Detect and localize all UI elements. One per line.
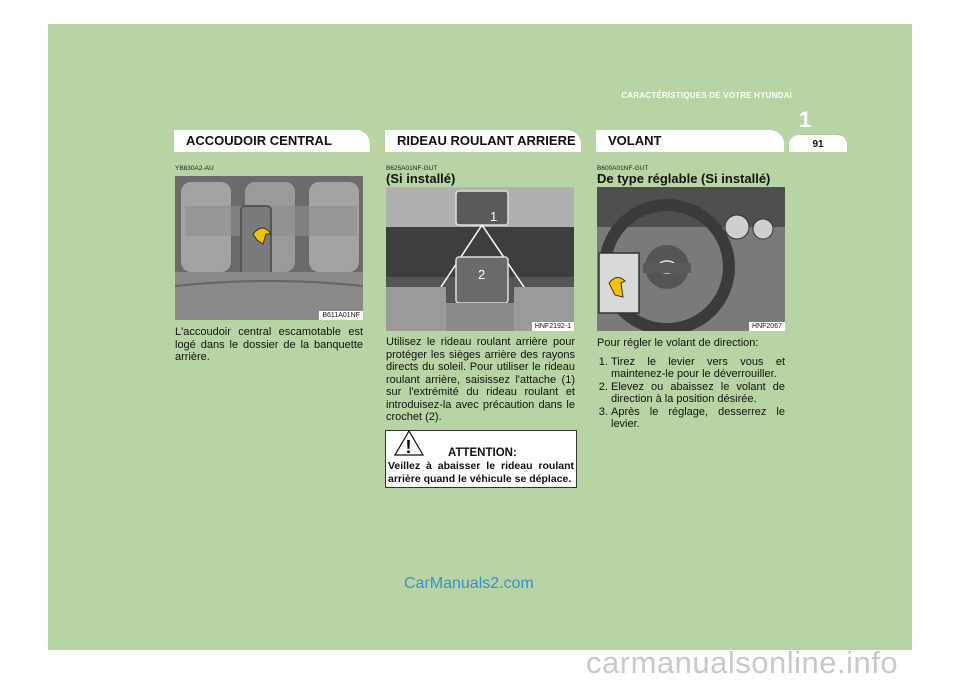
steering-instructions [597, 337, 785, 431]
section-code: YB830A2-AU [175, 165, 214, 172]
sunshade-figure [386, 187, 574, 331]
rear-seat-illustration [175, 176, 363, 320]
footer-watermark: carmanualsonline.info [586, 645, 899, 680]
armrest-description: L'accoudoir central escamotable est logé dans le dossier de la banquette arrière. [175, 326, 363, 363]
section-subhead: De type réglable (Si installé) [597, 171, 771, 186]
section-code: B625A01NF-GUT [386, 165, 438, 172]
steering-steps [597, 356, 785, 431]
steering-step: 3. Après le réglage, desserrez le levier. [611, 406, 785, 431]
tab-accoudoir-central: ACCOUDOIR CENTRAL [174, 130, 370, 152]
callout-2: 2 [478, 267, 486, 282]
section-subhead: (Si installé) [386, 171, 456, 186]
chapter-title: CARACTÉRISTIQUES DE VOTRE HYUNDAI [621, 91, 792, 100]
warning-symbol: ! [405, 437, 412, 456]
steering-intro: Pour régler le volant de direction: [597, 337, 759, 349]
warning-box [385, 430, 577, 488]
tab-volant: VOLANT [596, 130, 784, 152]
sunshade-description: Utilisez le rideau roulant arrière pour protéger les sièges arrière des rayons directs du soleil. Pour utiliser le rideau roulant arrière, saisissez l'attache (1) sur l'extrémité du rideau roulant et introduisez-la avec précaution dans le crochet (2). [386, 336, 575, 423]
sunshade-illustration [386, 187, 574, 331]
page-number: 91 [789, 135, 847, 152]
warning-text: Veillez à abaisser le rideau roulant arrière quand le véhicule se déplace. [388, 460, 574, 485]
chapter-number: 1 [799, 107, 812, 132]
armrest-figure [175, 176, 363, 320]
figure-label: B611A01NF [319, 311, 363, 320]
figure-label: HNF2192-1 [532, 322, 574, 331]
warning-title: ATTENTION: [448, 447, 517, 459]
callout-1: 1 [490, 209, 498, 224]
warning-icon [394, 430, 424, 456]
steering-illustration [597, 187, 785, 331]
steering-step: 1. Tirez le levier vers vous et maintenez-le pour le déverrouiller. [611, 356, 785, 381]
tab-rideau-roulant: RIDEAU ROULANT ARRIERE [385, 130, 581, 152]
steering-step: 2. Elevez ou abaissez le volant de direction à la position désirée. [611, 381, 785, 406]
steering-figure [597, 187, 785, 331]
section-code: B600A01NF-GUT [597, 165, 649, 172]
watermark: CarManuals2.com [404, 575, 534, 592]
figure-label: HNF2067 [749, 322, 785, 331]
